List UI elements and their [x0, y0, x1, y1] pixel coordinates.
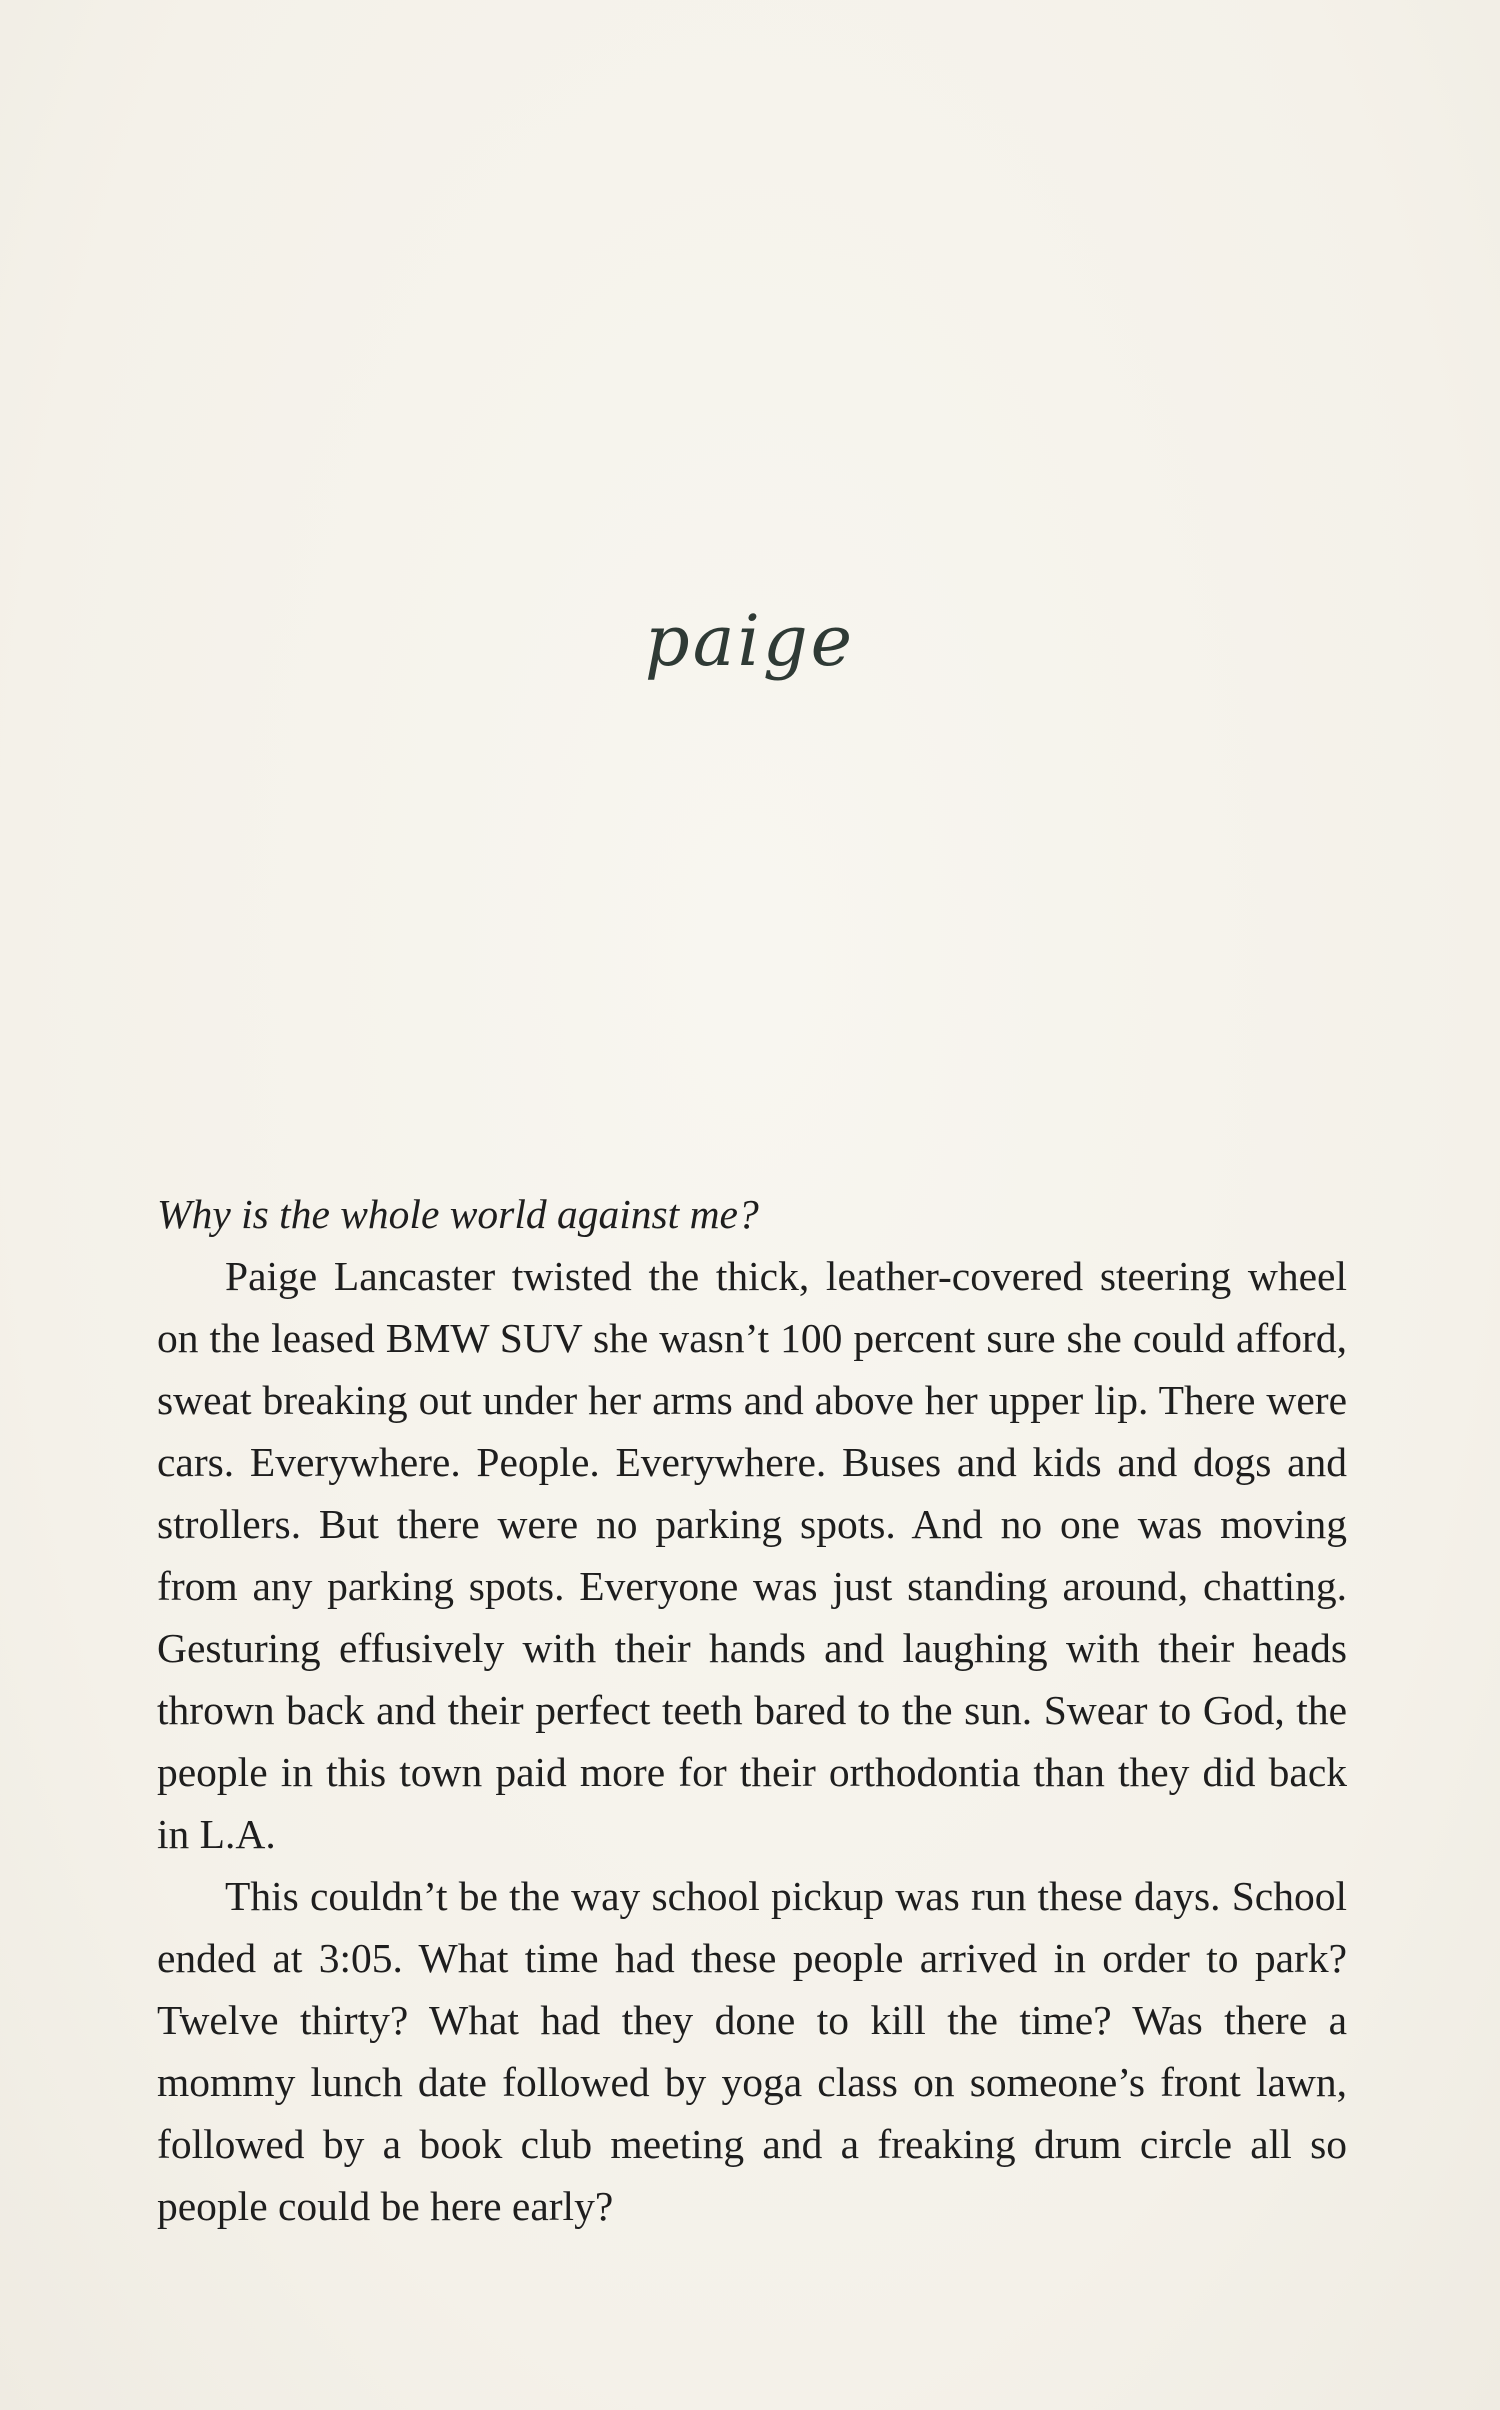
paragraph-1: Paige Lancaster twisted the thick, leather-covered steering wheel on the leased BMW SUV she wasn’t 100 percent sure she could afford, sweat breaking out under her arms and above her upper lip. There were cars. Everywhere. People. Everywhere. Buses and kids and dogs and strollers. But there were no parking spots. And no one was moving from any parking spots. Everyone was just standing around, chatting. Gesturing effusively with their hands and laughing with their heads thrown back and their perfect teeth bared to the sun. Swear to God, the people in this town paid more for their orthodontia than they did back in L.A. [157, 1253, 1347, 1857]
chapter-body [157, 1183, 1347, 2237]
epigraph-line: Why is the whole world against me? [157, 1191, 759, 1237]
paragraph-2: This couldn’t be the way school pickup was run these days. School ended at 3:05. What time had these people arrived in order to park? Twelve thirty? What had they done to kill the time? Was there a mommy lunch date followed by yoga class on someone’s front lawn, followed by a book club meeting and a freaking drum circle all so people could be here early? [157, 1873, 1347, 2229]
chapter-title: paige [644, 600, 856, 682]
